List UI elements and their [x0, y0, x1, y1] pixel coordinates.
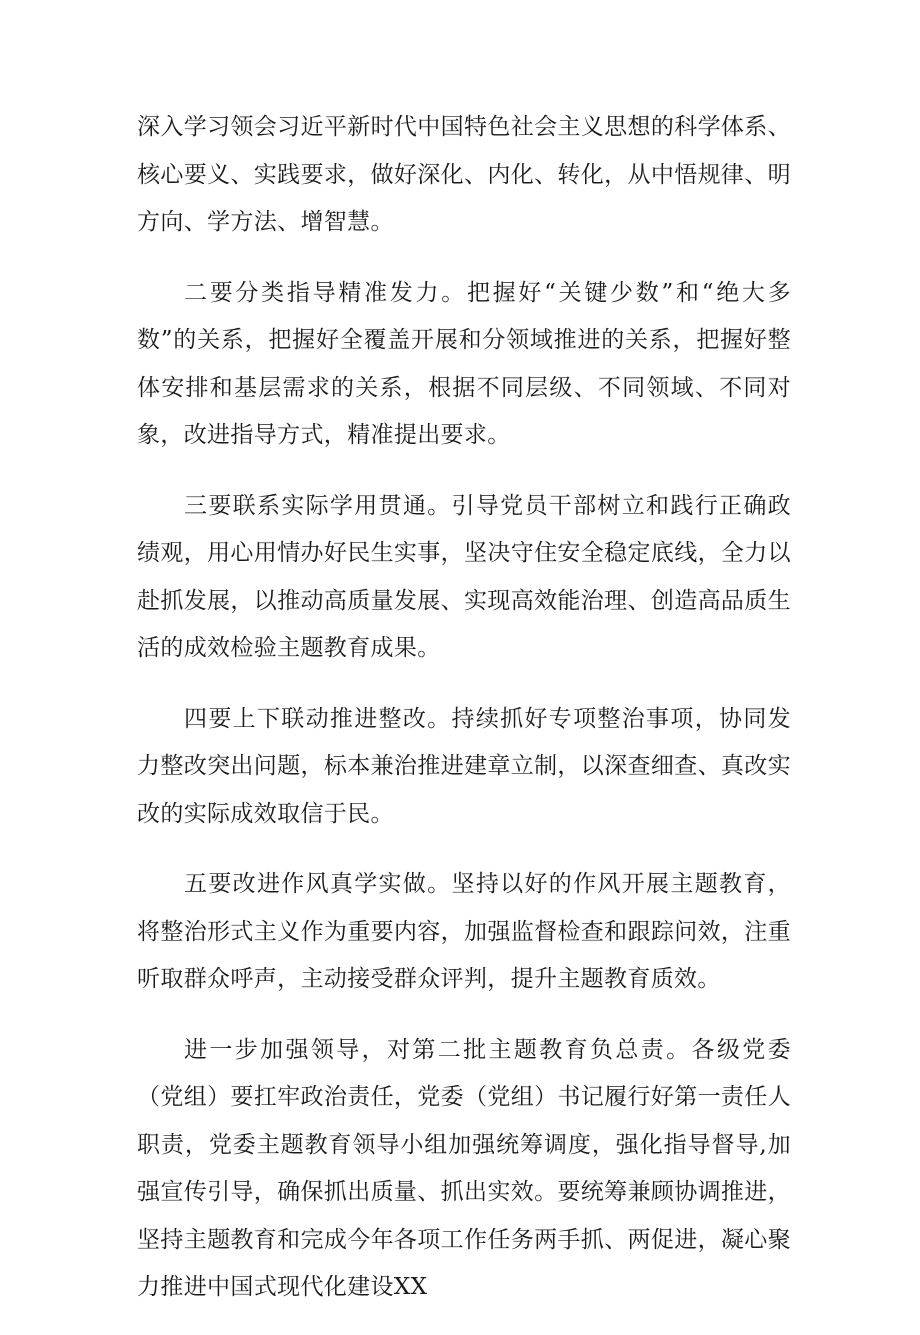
- paragraph-6: 进一步加强领导，对第二批主题教育负总责。各级党委（党组）要扛牢政治责任，党委（党组）书记履行好第一责任人职责，党委主题教育领导小组加强统筹调度，强化指导督导,加强宣传引导，确保抓出质量、抓出实效。要统筹兼顾协调推进，坚持主题教育和完成今年各项工作任务两手抓、两促进，凝心聚力推进中国式现代化建设XX: [137, 1036, 791, 1300]
- paragraph-3: 三要联系实际学用贯通。引导党员干部树立和践行正确政绩观，用心用情办好民生实事，坚决守住安全稳定底线，全力以赴抓发展，以推动高质量发展、实现高效能治理、创造高品质生活的成效检验主题教育成果。: [137, 492, 791, 661]
- paragraph-1: 深入学习领会习近平新时代中国特色社会主义思想的科学体系、核心要义、实践要求，做好深化、内化、转化，从中悟规律、明方向、学方法、增智慧。: [137, 114, 791, 235]
- document-body: [137, 104, 791, 1335]
- paragraph-2: 二要分类指导精准发力。把握好“关键少数”和“绝大多数”的关系，把握好全覆盖开展和分领域推进的关系，把握好整体安排和基层需求的关系，根据不同层级、不同领域、不同对象，改进指导方式，精准提出要求。: [137, 279, 791, 448]
- paragraph-4: 四要上下联动推进整改。持续抓好专项整治事项，协同发力整改突出问题，标本兼治推进建章立制，以深查细查、真改实改的实际成效取信于民。: [137, 705, 791, 827]
- paragraph-5: 五要改进作风真学实做。坚持以好的作风开展主题教育，将整治形式主义作为重要内容，加强监督检查和跟踪问效，注重听取群众呼声，主动接受群众评判，提升主题教育质效。: [137, 871, 791, 992]
